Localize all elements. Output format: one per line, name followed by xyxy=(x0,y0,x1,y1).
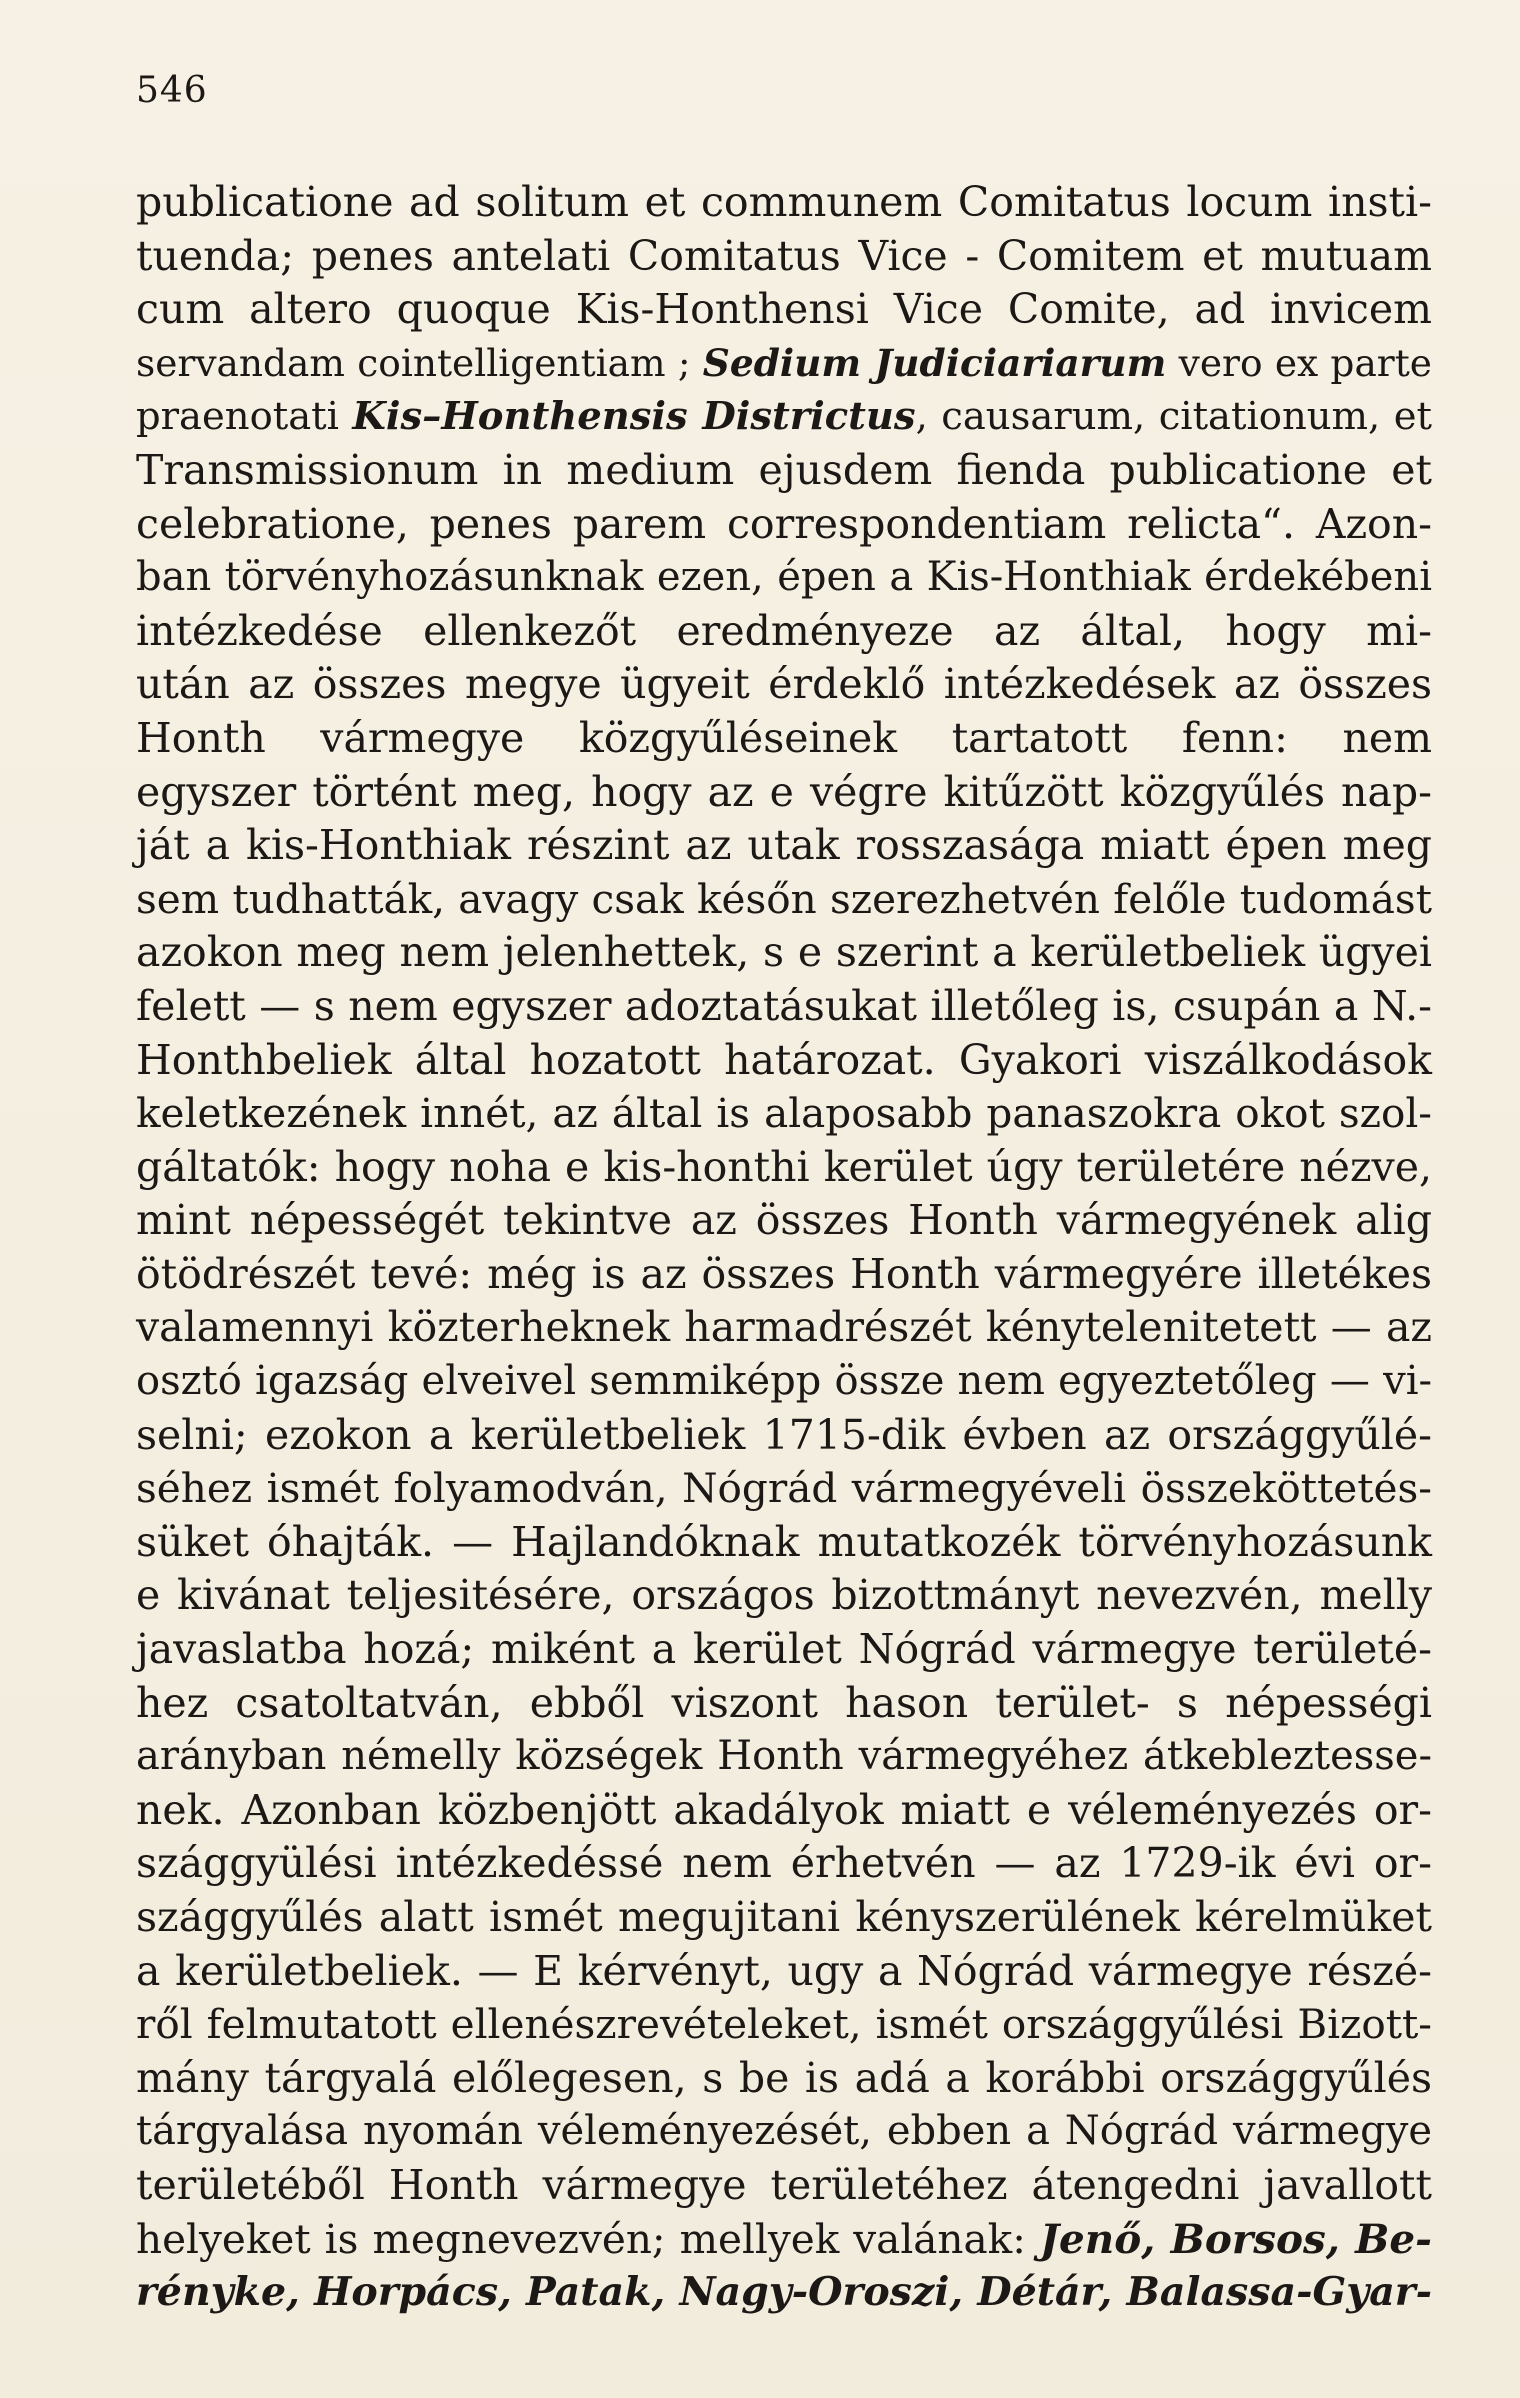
text-segment: keletkezének innét, az által is alaposabb panaszokra okot szol- xyxy=(136,1089,1432,1138)
text-segment: helyeket is megnevezvén; mellyek valának: xyxy=(136,2214,1040,2263)
text-segment: , causarum, citationum, et xyxy=(915,394,1432,440)
text-segment: osztó igazság elveivel semmiképp össze nem egyeztetőleg — vi- xyxy=(136,1358,1432,1405)
text-line xyxy=(136,176,1432,230)
text-segment: egyszer történt meg, hogy az e végre kitűzött közgyűlés nap- xyxy=(136,767,1432,816)
text-line xyxy=(136,1462,1432,1516)
text-line xyxy=(136,1569,1432,1623)
text-line xyxy=(136,766,1432,820)
text-line xyxy=(136,444,1432,498)
italic-text: Kis–Honthensis Districtus xyxy=(352,394,916,440)
text-line xyxy=(136,1623,1432,1677)
page-number: 546 xyxy=(136,70,208,111)
text-segment: mány tárgyalá előlegesen, s be is adá a korábbi országgyűlés xyxy=(136,2053,1432,2102)
text-line xyxy=(136,1516,1432,1570)
text-segment: ját a kis-Honthiak részint az utak rosszasága miatt épen meg xyxy=(136,821,1432,870)
text-segment: ötödrészét tevé: még is az összes Honth vármegyére illetékes xyxy=(136,1249,1432,1298)
text-segment: után az összes megye ügyeit érdeklő intézkedések az összes xyxy=(136,660,1432,709)
text-line xyxy=(136,1248,1432,1302)
text-segment: sem tudhatták, avagy csak későn szerezhetvén felőle tudomást xyxy=(136,874,1432,923)
text-segment: szággyülési intézkedéssé nem érhetvén — az 1729-ik évi or- xyxy=(136,1839,1432,1888)
text-line xyxy=(136,498,1432,552)
text-segment: intézkedése ellenkezőt eredményeze az által, hogy mi- xyxy=(136,606,1432,655)
text-line xyxy=(136,1194,1432,1248)
text-segment: tuenda; penes antelati Comitatus Vice - Comitem et mutuam xyxy=(136,231,1432,280)
text-segment: publicatione ad solitum et communem Comitatus locum insti- xyxy=(136,178,1432,226)
text-segment: hez csatoltatván, ebből viszont hason terület- s népességi xyxy=(136,1678,1432,1727)
text-segment: praenotati xyxy=(136,394,353,440)
text-segment: területéből Honth vármegye területéhez átengedni javallott xyxy=(136,2160,1432,2209)
text-line xyxy=(136,873,1432,927)
text-segment: azokon meg nem jelenhettek, s e szerint a kerületbeliek ügyei xyxy=(136,928,1432,977)
text-segment: mint népességét tekintve az összes Honth vármegyének alig xyxy=(136,1196,1432,1245)
text-segment: selni; ezokon a kerületbeliek 1715-dik évben az országgyűlé- xyxy=(136,1410,1432,1459)
text-line xyxy=(136,1409,1432,1463)
text-line xyxy=(136,2052,1432,2106)
text-segment: szággyűlés alatt ismét megujitani kényszerülének kérelmüket xyxy=(136,1893,1432,1941)
text-line xyxy=(136,2105,1432,2159)
text-segment: felett — s nem egyszer adoztatásukat illetőleg is, csupán a N.- xyxy=(136,981,1432,1030)
text-line xyxy=(136,2213,1432,2267)
text-line xyxy=(136,337,1432,391)
text-segment: séhez ismét folyamodván, Nógrád vármegyéveli összeköttetés- xyxy=(136,1464,1432,1513)
text-line xyxy=(136,819,1432,873)
text-segment: servandam cointelligentiam ; xyxy=(136,340,703,385)
text-segment: celebratione, penes parem correspondentiam relicta“. Azon- xyxy=(136,499,1432,548)
text-line xyxy=(136,390,1432,444)
text-segment: ről felmutatott ellenészrevételeket, ismét országgyűlési Bizott- xyxy=(136,2000,1432,2049)
text-line xyxy=(136,712,1432,766)
text-line xyxy=(136,1141,1432,1195)
text-line xyxy=(136,1677,1432,1731)
text-line xyxy=(136,1784,1432,1838)
text-segment: cum altero quoque Kis-Honthensi Vice Comite, ad invicem xyxy=(136,285,1432,334)
text-line xyxy=(136,926,1432,980)
text-segment: javaslatba hozá; miként a kerület Nógrád vármegye területé- xyxy=(136,1625,1432,1674)
text-line xyxy=(136,551,1432,605)
italic-text: Sedium Judiciariarum xyxy=(702,340,1167,385)
text-segment: süket óhajták. — Hajlandóknak mutatkozék törvényhozásunk xyxy=(136,1517,1432,1566)
text-line xyxy=(136,1837,1432,1891)
text-segment: Transmissionum in medium ejusdem fienda publicatione et xyxy=(136,445,1432,494)
text-line xyxy=(136,1034,1432,1088)
text-line xyxy=(136,1730,1432,1784)
text-line xyxy=(136,2159,1432,2213)
text-segment: Honth vármegye közgyűléseinek tartatott fenn: nem xyxy=(136,713,1432,762)
body-text xyxy=(136,176,1432,2320)
text-line xyxy=(136,1355,1432,1409)
text-line xyxy=(136,283,1432,337)
text-line xyxy=(136,1891,1432,1945)
italic-text: Jenő, Borsos, Be- xyxy=(1039,2214,1432,2263)
text-line xyxy=(136,605,1432,659)
text-line xyxy=(136,1087,1432,1141)
text-line xyxy=(136,1998,1432,2052)
text-segment: gáltatók: hogy noha e kis-honthi kerület úgy területére nézve, xyxy=(136,1142,1432,1191)
text-line xyxy=(136,2266,1432,2320)
text-segment: a kerületbeliek. — E kérvényt, ugy a Nógrád vármegye részé- xyxy=(136,1946,1432,1995)
text-segment: Honthbeliek által hozatott határozat. Gyakori viszálkodások xyxy=(136,1035,1432,1084)
text-segment: ban törvényhozásunknak ezen, épen a Kis-Honthiak érdekébeni xyxy=(136,554,1432,601)
text-line xyxy=(136,1301,1432,1355)
text-line xyxy=(136,658,1432,712)
text-line xyxy=(136,980,1432,1034)
text-segment: nek. Azonban közbenjött akadályok miatt e véleményezés or- xyxy=(136,1785,1432,1834)
text-segment: tárgyalása nyomán véleményezését, ebben a Nógrád vármegye xyxy=(136,2108,1432,2155)
text-segment: arányban némelly községek Honth vármegyéhez átkebleztesse- xyxy=(136,1733,1432,1780)
text-segment: vero ex parte xyxy=(1166,340,1432,385)
text-segment: valamennyi közterheknek harmadrészét kénytelenitetett — az xyxy=(136,1303,1432,1352)
italic-text: rényke, Horpács, Patak, Nagy-Oroszi, Détár, Balassa-Gyar- xyxy=(136,2269,1432,2316)
text-line xyxy=(136,1945,1432,1999)
text-line xyxy=(136,230,1432,284)
text-segment: e kivánat teljesitésére, országos bizottmányt nevezvén, melly xyxy=(136,1571,1432,1620)
